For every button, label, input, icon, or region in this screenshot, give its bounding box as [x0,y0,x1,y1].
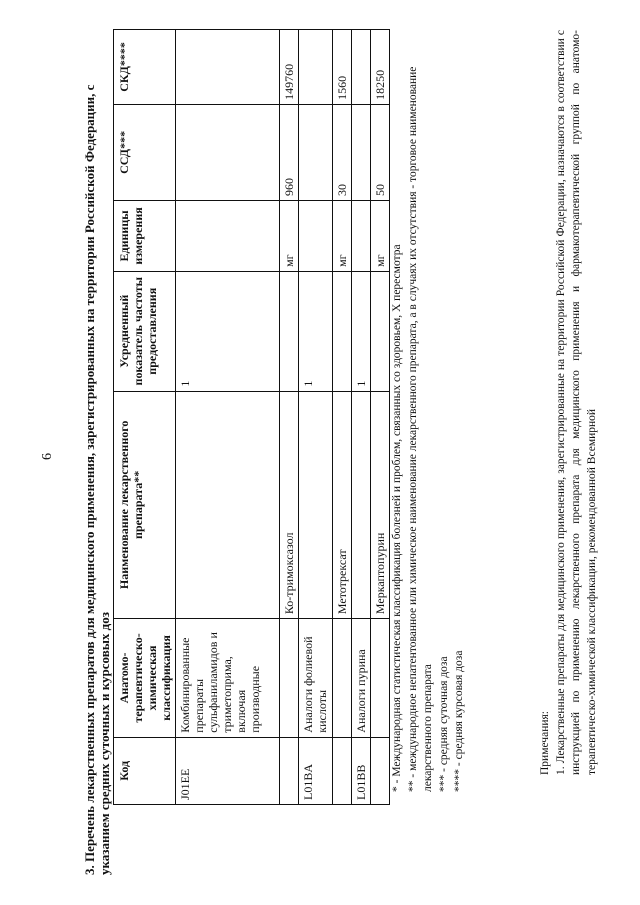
footnote-ssd: *** - средняя суточная доза [437,656,450,792]
cell-skd [299,30,333,105]
footnote-inn: ** - международное непатентованное или химическое наименование лекарственного препарата, а в случаях их отсутствия - торговое наименование лекарственного препарата [406,66,434,792]
table-header-row [114,30,176,805]
cell-code: L01BB [352,737,371,804]
table-row [371,30,390,805]
header-skd: СКД**** [114,30,176,105]
cell-drug: Метотрексат [333,391,352,619]
cell-unit: мг [333,200,352,271]
header-atc: Анатомо-терапевтическо-химическая классификация [114,619,176,738]
cell-drug [299,391,333,619]
footnotes [390,32,468,792]
cell-unit: мг [280,200,299,271]
header-drug-name: Наименование лекарственного препарата** [114,391,176,619]
cell-frequency [371,271,390,391]
cell-atc [280,619,299,738]
header-code: Код [114,737,176,804]
table-row [280,30,299,805]
cell-frequency [280,271,299,391]
cell-unit [176,200,280,271]
cell-atc: Аналоги пурина [352,619,371,738]
notes-section [538,30,600,775]
cell-unit: мг [371,200,390,271]
cell-skd: 149760 [280,30,299,105]
cell-skd: 1560 [333,30,352,105]
cell-frequency: 1 [352,271,371,391]
cell-code: J01EE [176,737,280,804]
table-row [333,30,352,805]
section-title: 3. Перечень лекарственных препаратов для медицинского применения, зарегистрированных на территории Российской Федерации, с указанием средних суточных и курсовых доз [82,84,112,875]
cell-drug [352,391,371,619]
cell-drug: Ко-тримоксазол [280,391,299,619]
footnote-icd: * - Международная статистическая классификация болезней и проблем, связанных со здоровьем, X пересмотра [391,244,403,792]
cell-frequency: 1 [299,271,333,391]
table-row [352,30,371,805]
cell-ssd: 50 [371,104,390,200]
header-unit: Единицы измерения [114,200,176,271]
table-row [299,30,333,805]
cell-ssd: 960 [280,104,299,200]
footnote-skd: **** - средняя курсовая доза [453,650,465,792]
cell-atc: Комбинированные препараты сульфаниламидов и триметоприма, включая производные [176,619,280,738]
cell-atc: Аналоги фолиевой кислоты [299,619,333,738]
cell-frequency [333,271,352,391]
cell-code [371,737,390,804]
cell-atc [371,619,390,738]
cell-ssd [176,104,280,200]
cell-code: L01BA [299,737,333,804]
cell-skd: 18250 [371,30,390,105]
cell-ssd [352,104,371,200]
cell-ssd: 30 [333,104,352,200]
cell-unit [352,200,371,271]
cell-drug: Меркаптопурин [371,391,390,619]
cell-code [280,737,299,804]
cell-drug [176,391,280,619]
drug-table [113,29,390,805]
page-number: 6 [40,453,55,460]
cell-frequency: 1 [176,271,280,391]
cell-skd [176,30,280,105]
table-row [176,30,280,805]
cell-unit [299,200,333,271]
cell-atc [333,619,352,738]
cell-code [333,737,352,804]
header-ssd: ССД*** [114,104,176,200]
header-frequency: Усредненный показатель частоты предоставления [114,271,176,391]
notes-heading: Примечания: [539,711,551,775]
notes-text: 1. Лекарственные препараты для медицинского применения, зарегистрированные на территории Российской Федерации, назначаются в соответствии с инструкцией по применению лекарственного препарата для медицинского применения и фармакотерапевтической группой по анатомо-терапевтическо-химической классификации, рекомендованной Всемирной [554,30,598,775]
cell-ssd [299,104,333,200]
cell-skd [352,30,371,105]
